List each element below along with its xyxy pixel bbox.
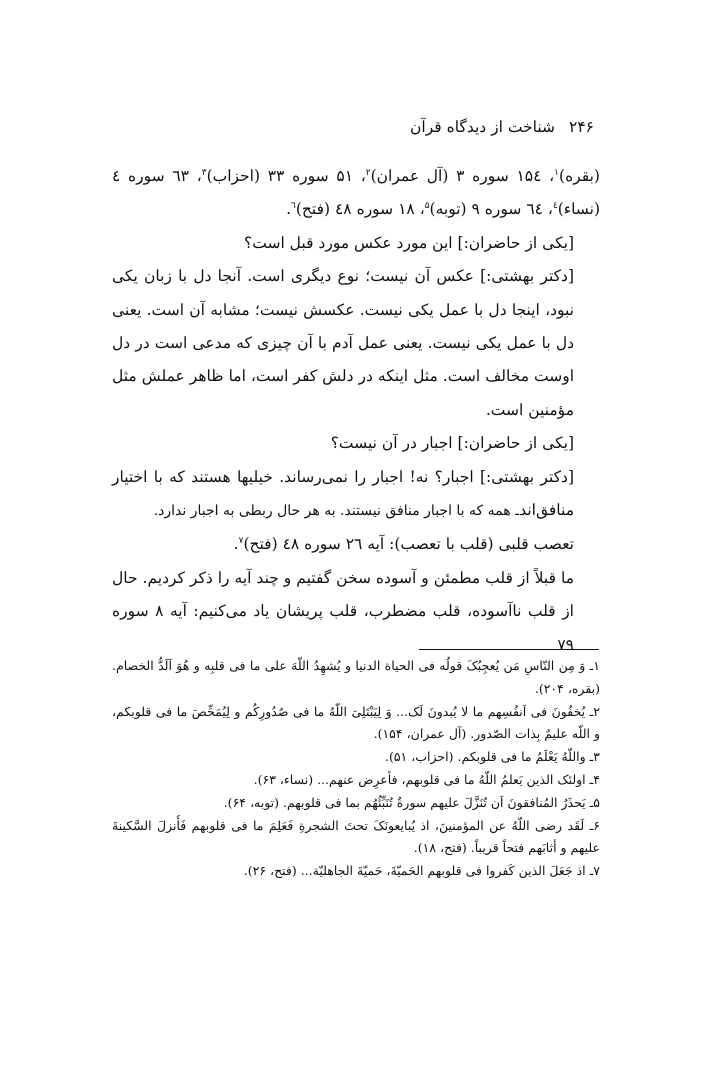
paragraph-question-1: [یکی از حاضران:] این مورد عکس مورد قبل است؟ xyxy=(244,233,574,252)
running-title: شناخت از دیدگاه قرآن xyxy=(410,118,556,136)
footnote-4: ۴ـ اولئک الذین یَعلمُ اللّهُ ما فی قلوبهم، فأعرِض عنهم... (نساء، ۶۳). xyxy=(253,771,600,787)
paragraph-prejudice: تعصب قلبی (قلب با تعصب): آیه ۲٦ سوره ٤۸ (فتح)$^۷$. xyxy=(233,535,574,554)
page-number: ۲۴۶ xyxy=(569,118,594,136)
body-text xyxy=(112,160,600,662)
footnote-ref-7: ۷ xyxy=(238,536,244,547)
footnote-2: ۲ـ یُخفُونَ فی اَنفُسِهم ما لا یُبدونَ لَک... وَ لِیَبْتَلِیَ اللّهُ ما فی صُدُورِکُم و لِیُمَحِّصَ ما فی قلوبکم، و اللّه علیمٌ بِذات الصّدور. (آل عمران، ۱۵۴). xyxy=(112,703,600,742)
footnote-ref-4: ٤ xyxy=(552,201,558,212)
footnote-7: ۷ـ اذ جَعَلَ الذین کَفروا فی قلوبهم الحَمیّةَ، حَمیّةَ الجاهلیّة... (فتح، ۲۶). xyxy=(243,863,600,879)
footnote-ref-3: ۳ xyxy=(201,167,207,178)
paragraph-troubled-heart: ما قبلاً از قلب مطمئن و آسوده سخن گفتیم و چند آیه را ذکر کردیم. حال از قلب ناآسوده، قلب مضطرب، قلب پریشان یاد می‌کنیم: آیه ۸ سوره ۷۹ xyxy=(112,568,574,654)
footnote-ref-1: ۱ xyxy=(554,167,560,178)
page-header xyxy=(410,118,594,136)
footnote-1: ۱ـ وَ مِن النّاسِ مَن یُعجِبُکَ قولُه فی الحیاة الدنیا و یُشهِدُ اللّهَ علی ما فی قلبِه و هُوَ اَلَدُّ الخصام. (بقره، ۲۰۴). xyxy=(112,658,600,696)
footnote-3: ۳ـ واللّهُ یَعْلَمُ ما فی قلوبکم. (احزاب، ۵۱). xyxy=(384,749,600,765)
footnote-ref-2: ۲ xyxy=(365,167,371,178)
footnotes xyxy=(112,655,600,883)
footnote-6: ۶ـ لَقَد رضی اللّهُ عن المؤمنینَ، اذ یُبایعونَکَ تحتَ الشجرةِ فَعَلِمَ ما فی قلوبهم فَأَنزلَ السَّکینةَ علیهم و أثابَهم فتحاً قریباً. (فتح، ۱۸). xyxy=(112,817,600,856)
paragraph-question-2: [یکی از حاضران:] اجبار در آن نیست؟ xyxy=(330,434,574,453)
footnote-5: ۵ـ یَحذَرُ المُنافقونَ اَن تُنَزَّلَ علیهم سورةٌ تُنَبِّئُهُم بما فی قلوبهم. (توبه، ۶۴). xyxy=(223,794,600,810)
footnote-divider xyxy=(419,649,599,650)
footnote-ref-5: ۵ xyxy=(424,201,430,212)
paragraph-answer-2: [دکتر بهشتی:] اجبار؟ نه! اجبار را نمی‌رساند. خیلیها هستند که با اختیار منافق‌اندـ همه که با اجبار منافق نیستند. به هر حال ربطی به اجبار ندارد. xyxy=(112,467,574,520)
paragraph-verse-references: (بقره)$^۱$، ۱۵٤ سوره ۳ (آل عمران)$^۲$، ۵۱ سوره ۳۳ (احزاب)$^۳$، ٦۳ سوره ٤ (نساء)$^٤$، ٦٤ سوره ۹ (توبه)$^۵$، ۱۸ سوره ٤۸ (فتح)$^٦$. xyxy=(112,167,600,219)
footnote-ref-6: ٦ xyxy=(291,201,296,212)
paragraph-answer-1: [دکتر بهشتی:] عکس آن نیست؛ نوع دیگری است. آنجا دل با زبان یکی نبود، اینجا دل با عمل یکی نیست. عکسش نیست؛ مشابه آن است. یعنی دل با عمل یکی نیست. یعنی عمل آدم با آن چیزی که مدعی است در دل اوست مخالف است. مثل اینکه در دلش کفر است، اما ظاهر عملش مثل مؤمنین است. xyxy=(112,267,574,419)
